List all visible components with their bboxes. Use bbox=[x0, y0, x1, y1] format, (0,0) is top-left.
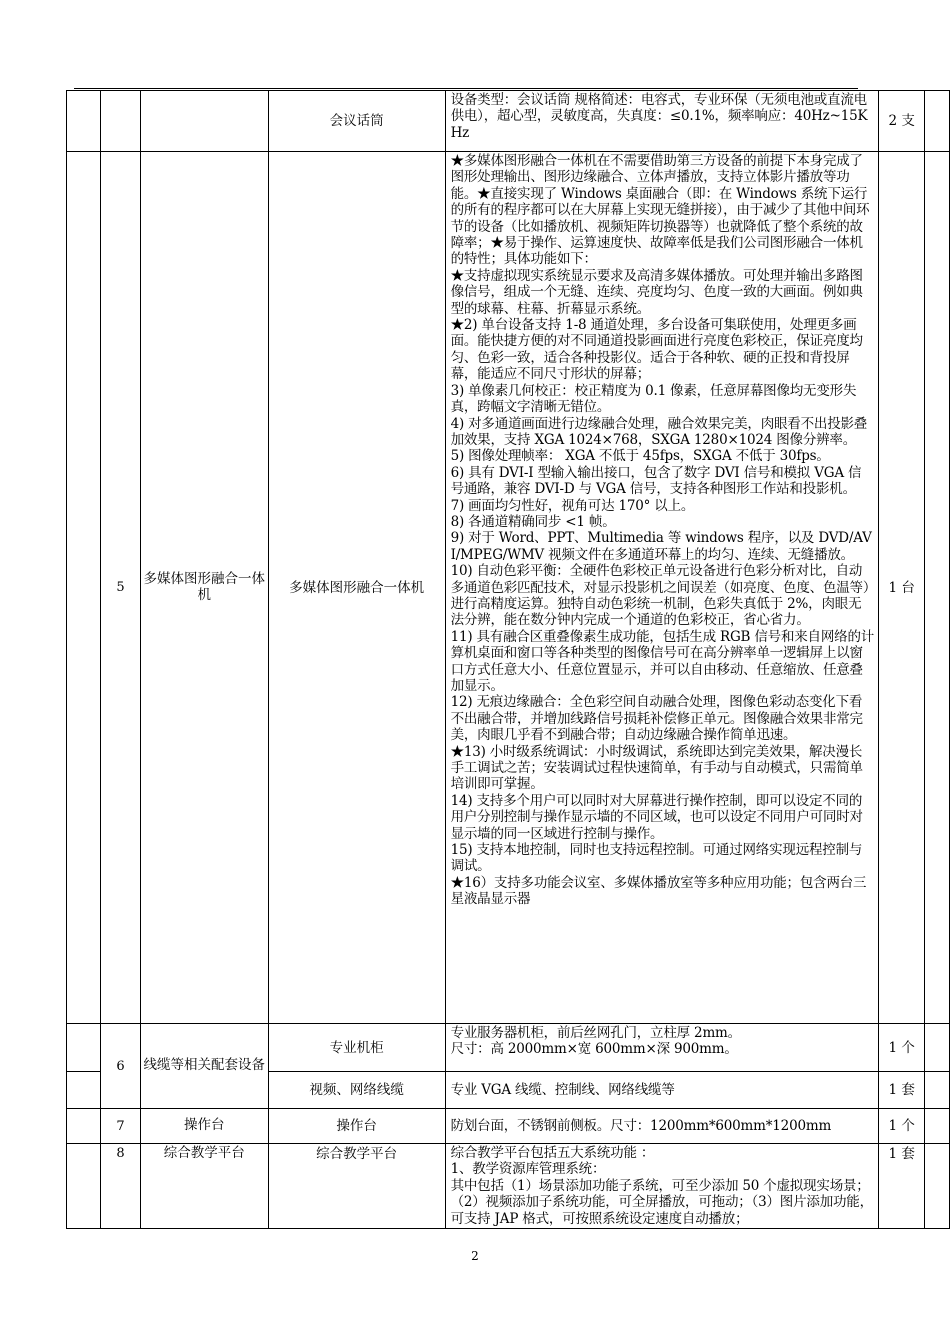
desc-line: 综合教学平台包括五大系统功能 ： bbox=[450, 1145, 655, 1161]
item-quantity: 1 套 bbox=[879, 1072, 924, 1109]
desc-line: ★多媒体图形融合一体机在不需要借助第三方设备的前提下本身完成了图形处理输出、图形边缘融合、立体声播放，支持立体影片播放等功能。★直接实现了 Windows 桌面融合（即：在 Windows 系统下运行的所有的程序都可以在大屏幕上实现无缝拼接），由于减少了其他中间环节的设备（比如播放机、视频矩阵切换器等）也就降低了整个系统的故障率；★易于操作、运算速度快、故障率低是我们公司图形融合一体机的特性；具体功能如下： bbox=[450, 153, 870, 268]
right-margin-cell bbox=[924, 1144, 949, 1229]
item-name: 操作台 bbox=[268, 1109, 445, 1144]
item-number: 6 bbox=[101, 1024, 141, 1109]
item-description bbox=[445, 1109, 879, 1144]
item-description bbox=[445, 91, 879, 152]
left-margin-cell bbox=[67, 1144, 101, 1229]
table-row bbox=[67, 1144, 950, 1229]
page-number: 2 bbox=[471, 1249, 479, 1263]
desc-line: 12) 无痕边缘融合：全色彩空间自动融合处理，图像色彩动态变化下看不出融合带，并增加线路信号损耗补偿修正单元。图像融合效果非常完美，肉眼几乎看不到融合带；自动边缘融合操作简单迅速。 bbox=[450, 694, 863, 744]
desc-line: 防划台面，不锈钢前侧板。尺寸：1200mm*600mm*1200mm bbox=[450, 1118, 832, 1135]
left-margin-cell bbox=[67, 1024, 101, 1072]
table-row bbox=[67, 91, 950, 152]
desc-line: 9) 对于 Word、PPT、Multimedia 等 windows 程序，以及 DVD/AVI/MPEG/WMV 视频文件在多通道环幕上的均匀、连续、无缝播放。 bbox=[450, 530, 872, 563]
item-number bbox=[101, 91, 141, 152]
desc-line: ★支持虚拟现实系统显示要求及高清多媒体播放。可处理并输出多路图像信号，组成一个无缝、连续、亮度均匀、色度一致的大画面。例如典型的球幕、柱幕、折幕显示系统。 bbox=[450, 267, 863, 317]
item-name: 视频、网络线缆 bbox=[268, 1072, 445, 1109]
item-description bbox=[445, 1144, 879, 1229]
item-category: 线缆等相关配套设备 bbox=[140, 1024, 268, 1109]
item-quantity: 1 个 bbox=[879, 1024, 924, 1072]
desc-line: 11) 具有融合区重叠像素生成功能，包括生成 RGB 信号和来自网络的计算机桌面和窗口等各种类型的图像信号可在高分辨率单一逻辑屏上以窗口方式任意大小、任意位置显示，并可以自由移动、任意缩放、任意叠加显示。 bbox=[450, 628, 875, 694]
desc-line: 10) 自动色彩平衡：全硬件色彩校正单元设备进行色彩分析对比，自动多通道色彩匹配技术，对显示投影机之间误差（如亮度、色度、色温等）进行高精度运算。独特自动色彩统一机制，色彩失真低于 2%，肉眼无法分辨，能在数分钟内完成一个通道的色彩校正，省心省力。 bbox=[450, 563, 870, 629]
item-name: 专业机柜 bbox=[268, 1024, 445, 1072]
desc-line: 1、教学资源库管理系统： bbox=[450, 1161, 606, 1178]
item-description bbox=[445, 1072, 879, 1109]
right-margin-cell bbox=[924, 1024, 949, 1072]
desc-line: 专业 VGA 线缆、控制线、网络线缆等 bbox=[450, 1082, 675, 1099]
desc-line: 3) 单像素几何校正：校正精度为 0.1 像素，任意屏幕图像均无变形失真，跨幅文字清晰无错位。 bbox=[450, 382, 857, 416]
item-name: 综合教学平台 bbox=[268, 1144, 445, 1229]
table-row bbox=[67, 152, 950, 1024]
desc-line: 6) 具有 DVI-I 型输入输出接口，包含了数字 DVI 信号和模拟 VGA 信号通路，兼容 DVI-D 与 VGA 信号，支持各种图形工作站和投影机。 bbox=[450, 464, 862, 498]
desc-line: 设备类型：会议话筒 规格简述：电容式，专业环保（无须电池或直流电供电），超心型，灵敏度高，失真度：≤0.1%，频率响应：40Hz~15KHz bbox=[450, 92, 868, 141]
desc-line: 专业服务器机柜，前后丝网孔门，立柱厚 2mm。 bbox=[450, 1025, 741, 1041]
item-name: 多媒体图形融合一体机 bbox=[268, 152, 445, 1024]
page-header-rule bbox=[74, 88, 858, 89]
right-margin-cell bbox=[924, 91, 949, 152]
left-margin-cell bbox=[67, 91, 101, 152]
equipment-spec-table bbox=[66, 90, 950, 1229]
item-number: 5 bbox=[101, 152, 141, 1024]
table-row bbox=[67, 1024, 950, 1072]
desc-line: 尺寸：高 2000mm×宽 600mm×深 900mm。 bbox=[450, 1041, 738, 1058]
item-quantity: 2 支 bbox=[879, 91, 924, 152]
desc-line: 8) 各通道精确同步 <1 帧。 bbox=[450, 513, 616, 530]
left-margin-cell bbox=[67, 1109, 101, 1144]
right-margin-cell bbox=[924, 1109, 949, 1144]
item-name: 会议话筒 bbox=[268, 91, 445, 152]
item-quantity: 1 套 bbox=[879, 1144, 924, 1229]
desc-line: 14) 支持多个用户可以同时对大屏幕进行操作控制，即可以设定不同的用户分别控制与操作显示墙的不同区域，也可以设定不同用户可同时对显示墙的同一区域进行控制与操作。 bbox=[450, 792, 863, 842]
table-row bbox=[67, 1109, 950, 1144]
item-category bbox=[140, 91, 268, 152]
item-number: 7 bbox=[101, 1109, 141, 1144]
desc-line: ★16）支持多功能会议室、多媒体播放室等多种应用功能；包含两台三星液晶显示器 bbox=[450, 874, 867, 908]
item-category: 操作台 bbox=[140, 1109, 268, 1144]
item-quantity: 1 台 bbox=[879, 152, 924, 1024]
item-quantity: 1 个 bbox=[879, 1109, 924, 1144]
desc-line: 4) 对多通道画面进行边缘融合处理，融合效果完美，肉眼看不出投影叠加效果，支持 XGA 1024×768，SXGA 1280×1024 图像分辨率。 bbox=[450, 415, 868, 448]
desc-line: ★2) 单台设备支持 1-8 通道处理，多台设备可集联使用，处理更多画面。能快捷方便的对不同通道投影画面进行亮度色彩校正，保证亮度均匀、色彩一致，适合各种投影仪。适合于各种软、硬的正投和背投屏幕，能适应不同尺寸形状的屏幕； bbox=[450, 317, 863, 383]
item-category: 多媒体图形融合一体机 bbox=[140, 152, 268, 1024]
item-category: 综合教学平台 bbox=[140, 1144, 268, 1229]
item-number: 8 bbox=[101, 1144, 141, 1229]
desc-line: 5) 图像处理帧率： XGA 不低于 45fps，SXGA 不低于 30fps。 bbox=[450, 448, 830, 465]
desc-line: ★13) 小时级系统调试：小时级调试，系统即达到完美效果，解决漫长手工调试之苦；安装调试过程快速简单，有手动与自动模式，只需简单培训即可掌握。 bbox=[450, 743, 863, 793]
left-margin-cell bbox=[67, 1072, 101, 1109]
desc-line: 其中包括（1）场景添加功能子系统，可至少添加 50 个虚拟现实场景；（2）视频添加子系统功能，可全屏播放，可拖动；（3）图片添加功能，可支持 JAP 格式，可按照系统设定速度自动播放； bbox=[450, 1177, 873, 1227]
left-margin-cell bbox=[67, 152, 101, 1024]
right-margin-cell bbox=[924, 1072, 949, 1109]
item-description bbox=[445, 152, 879, 1024]
right-margin-cell bbox=[924, 152, 949, 1024]
item-description bbox=[445, 1024, 879, 1072]
desc-line: 7) 画面均匀性好，视角可达 170° 以上。 bbox=[450, 497, 695, 514]
desc-line: 15) 支持本地控制，同时也支持远程控制。可通过网络实现远程控制与调试。 bbox=[450, 842, 863, 875]
